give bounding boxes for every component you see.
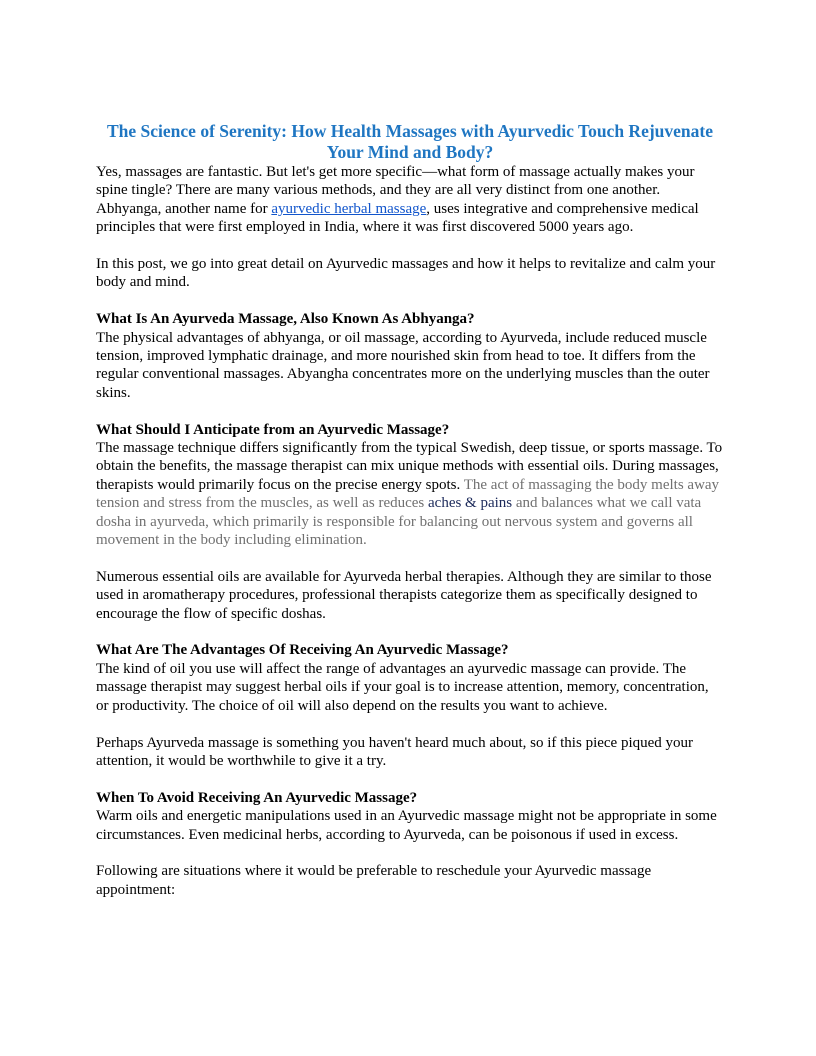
post-intro-paragraph: In this post, we go into great detail on Ayurvedic massages and how it helps to revitalize and calm your body and mind. [96,256,716,291]
paragraph-spacer [96,549,724,567]
section-body-abhyanga: The physical advantages of abhyanga, or oil massage, according to Ayurveda, include reduced muscle tension, improved lymphatic drainage, and more nourished skin from head to toe. It differs from the regular conventional massages. Abyangha concentrates more on the underlying muscles than the outer skins. [96,329,710,401]
paragraph-spacer [96,844,724,862]
section-body-anticipate [96,439,724,549]
advantages-followup-paragraph: Perhaps Ayurveda massage is something you haven't heard much about, so if this piece piqued your attention, it would be worthwhile to give it a try. [96,734,694,769]
section-heading-advantages: What Are The Advantages Of Receiving An Ayurvedic Massage? [96,642,509,659]
paragraph-spacer [96,237,724,255]
aches-pains-text: aches & pains [428,495,513,512]
reschedule-paragraph: Following are situations where it would be preferable to reschedule your Ayurvedic massage appointment: [96,863,652,898]
intro-paragraph [96,163,724,237]
section-heading-abhyanga: What Is An Ayurveda Massage, Also Known As Abhyanga? [96,311,475,328]
section-body-advantages: The kind of oil you use will affect the range of advantages an ayurvedic massage can provide. The massage therapist may suggest herbal oils if your goal is to increase attention, memory, concentration, or productivity. The choice of oil will also depend on the results you want to achieve. [96,660,709,714]
document-page [96,121,724,899]
section-body-avoid: Warm oils and energetic manipulations used in an Ayurvedic massage might not be appropriate in some circumstances. Even medicinal herbs, according to Ayurveda, can be poisonous if used in excess. [96,808,717,843]
section-heading-anticipate: What Should I Anticipate from an Ayurvedic Massage? [96,421,450,438]
page-title: The Science of Serenity: How Health Massages with Ayurvedic Touch Rejuvenate Your Mind and Body? [107,121,713,162]
essential-oils-paragraph: Numerous essential oils are available for Ayurveda herbal therapies. Although they are similar to those used in aromatherapy procedures, professional therapists categorize them as specifically designed to encourage the flow of specific doshas. [96,568,712,622]
section-heading-avoid: When To Avoid Receiving An Ayurvedic Massage? [96,789,418,806]
intro-text-end: , uses integrative and comprehensive medical principles that were first employed in India, where it was first discovered 5000 years ago. [96,200,699,236]
anticipate-grey-text-2: and balances what we call vata dosha in ayurveda, which primarily is responsible for balancing out nervous system and governs all movement in the body including elimination. [96,495,702,549]
ayurvedic-herbal-massage-link[interactable]: ayurvedic herbal massage [271,200,427,217]
paragraph-spacer [96,292,724,310]
paragraph-spacer [96,715,724,733]
paragraph-spacer [96,770,724,788]
paragraph-spacer [96,623,724,641]
anticipate-text-start: The massage technique differs significantly from the typical Swedish, deep tissue, or sports massage. To obtain the benefits, the massage therapist can mix unique methods with essential oils. During massages, therapists would primarily focus on the precise energy spots. [96,440,723,493]
anticipate-grey-text-1: The act of massaging the body melts away tension and stress from the muscles, as well as reduces [96,476,720,512]
intro-text-start: Yes, massages are fantastic. But let's get more specific—what form of massage actually makes your spine tingle? There are many various methods, and they are all very distinct from one another. Abhyanga, another name for [96,164,695,217]
paragraph-spacer [96,402,724,420]
